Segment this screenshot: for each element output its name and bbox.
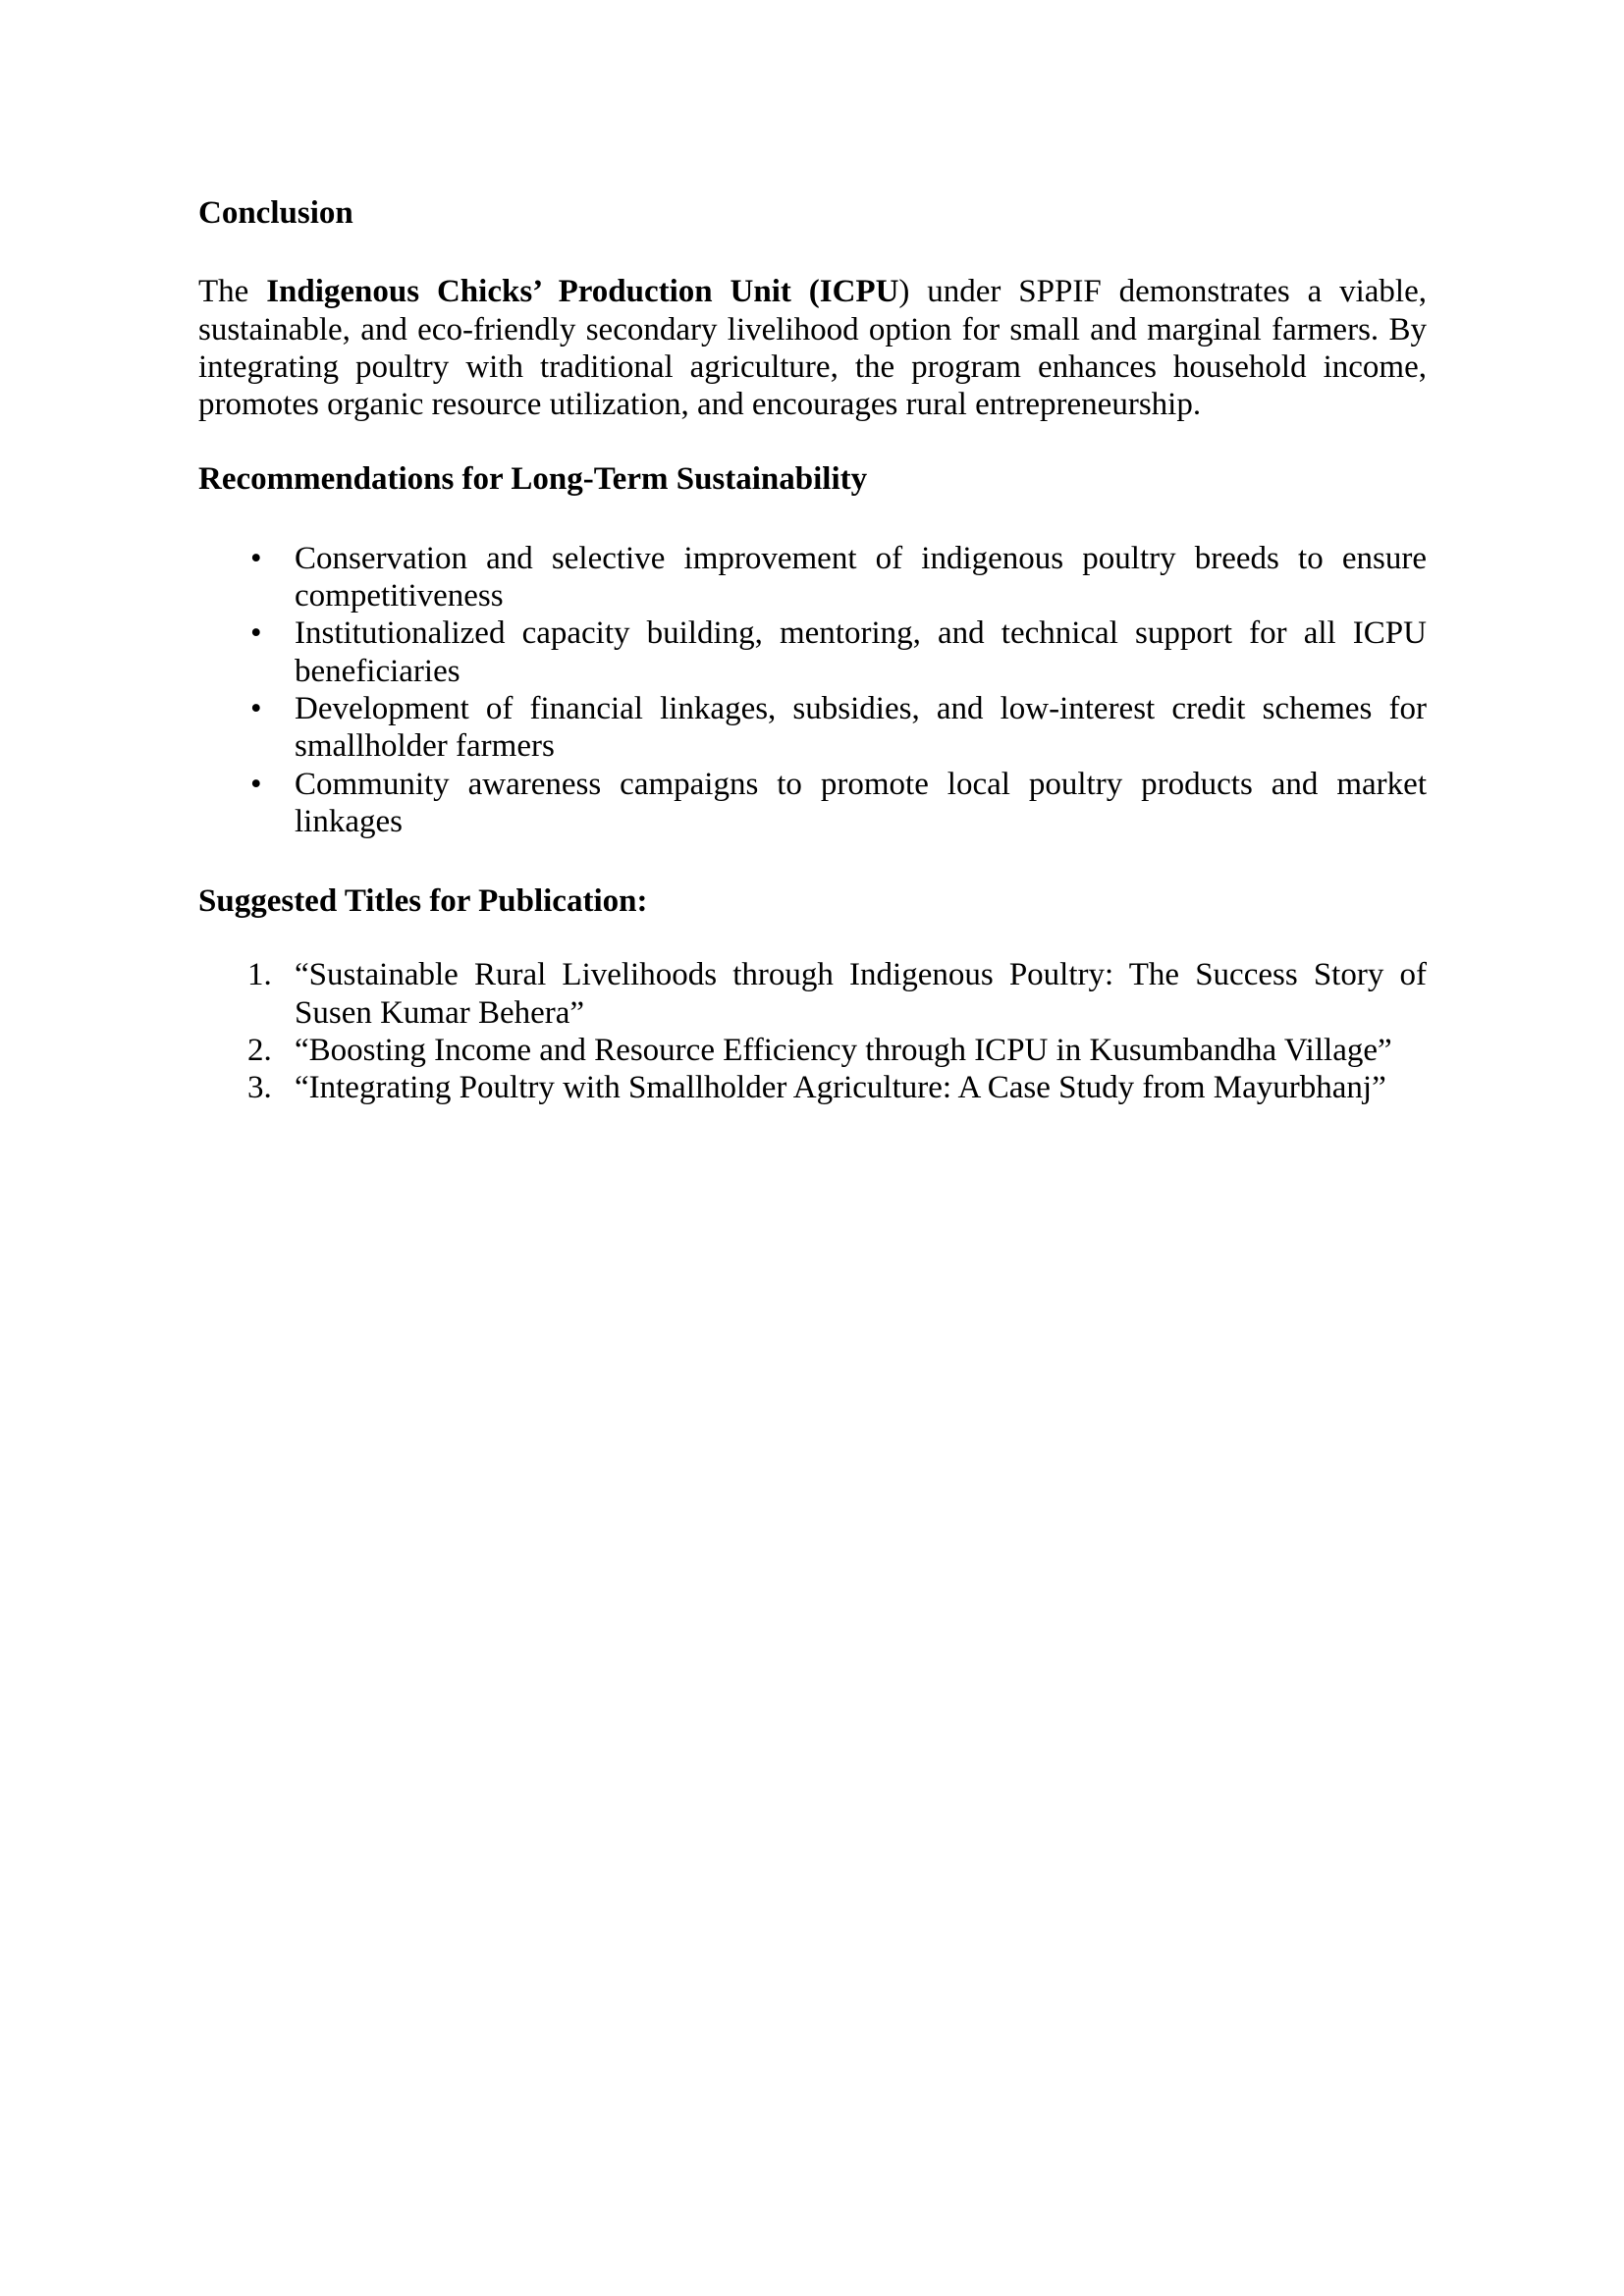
list-item xyxy=(198,614,1427,690)
list-item xyxy=(198,956,1427,1032)
list-item-text: Development of financial linkages, subsidies, and low-interest credit schemes for smallholder farmers xyxy=(295,690,1427,765)
number-marker: 1. xyxy=(247,957,272,993)
title-text: “Sustainable Rural Livelihoods through Indigenous Poultry: The Success Story of Susen Kumar Behera” xyxy=(295,957,1427,1031)
recommendations-heading: Recommendations for Long-Term Sustainability xyxy=(198,461,868,498)
list-item xyxy=(198,540,1427,615)
number-marker: 3. xyxy=(247,1070,272,1106)
list-item xyxy=(198,766,1427,841)
list-item-text: Conservation and selective improvement of indigenous poultry breeds to ensure competitiveness xyxy=(295,540,1427,614)
list-item-text: Community awareness campaigns to promote local poultry products and market linkages xyxy=(295,766,1427,839)
list-item xyxy=(198,1032,1427,1069)
list-item xyxy=(198,690,1427,766)
bullet-icon: • xyxy=(250,766,262,802)
title-text: “Integrating Poultry with Smallholder Agriculture: A Case Study from Mayurbhanj” xyxy=(295,1070,1386,1106)
paragraph-bold-phrase: Indigenous Chicks’ Production Unit (ICPU xyxy=(266,274,899,310)
list-item xyxy=(198,1069,1427,1106)
title-text: “Boosting Income and Resource Efficiency through ICPU in Kusumbandha Village” xyxy=(295,1033,1392,1069)
number-marker: 2. xyxy=(247,1033,272,1069)
titles-heading: Suggested Titles for Publication: xyxy=(198,883,648,920)
paragraph-prefix: The xyxy=(198,274,267,310)
bullet-icon: • xyxy=(250,690,262,726)
bullet-icon: • xyxy=(250,615,262,652)
titles-list xyxy=(198,956,1427,1106)
list-item-text: Institutionalized capacity building, mentoring, and technical support for all ICPU beneficiaries xyxy=(295,615,1427,689)
recommendations-list xyxy=(198,540,1427,840)
bullet-icon: • xyxy=(250,540,262,576)
paragraph-rest: ) under SPPIF demonstrates a viable, sustainable, and eco-friendly secondary livelihood option for small and marginal farmers. By integrating poultry with traditional agriculture, the program enhances household income, promotes organic resource utilization, and encourages rural entrepreneurship. xyxy=(198,274,1427,423)
conclusion-paragraph xyxy=(198,273,1427,423)
conclusion-heading: Conclusion xyxy=(198,195,353,231)
